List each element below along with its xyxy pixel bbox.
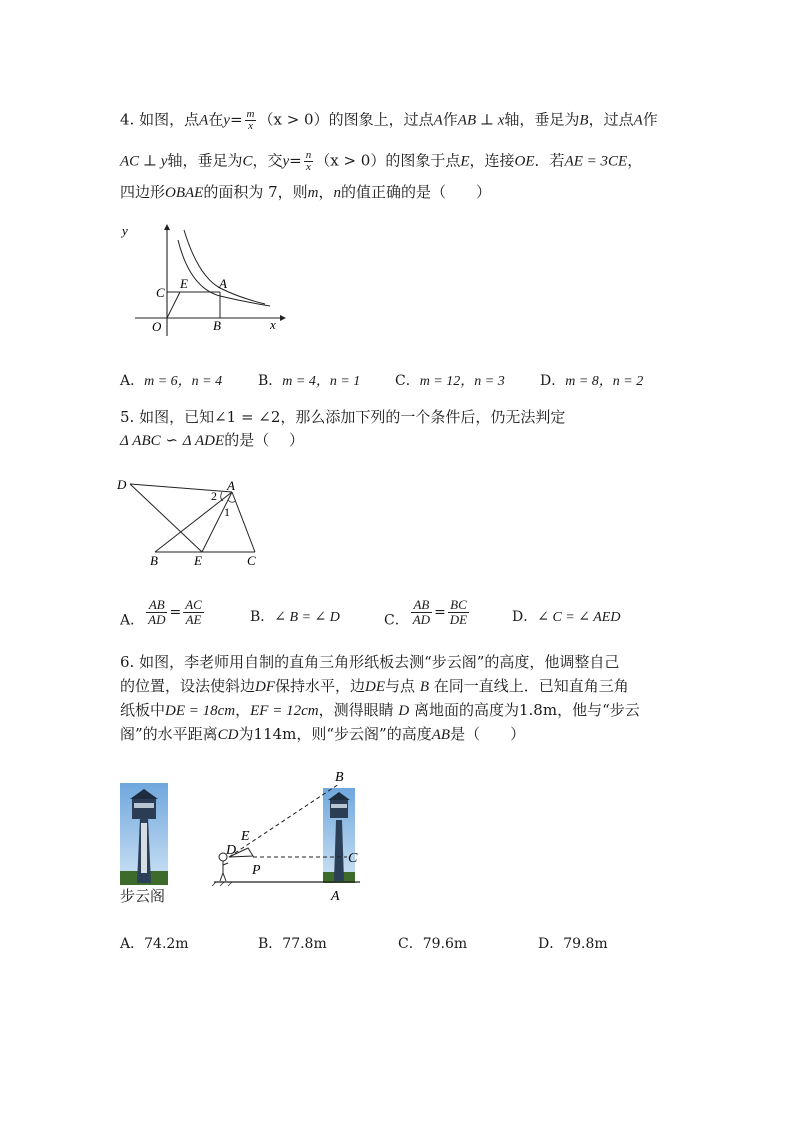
q4-stem-line1: 4. 如图，点A在y= $\frac{m}{x}$ （x > 0）的图象上，过点A作AB ⊥ x轴，垂足为B，过点A作 <box>120 108 658 132</box>
q6-stem-line4: 阁”的水平距离CD为114m，则“步云阁”的高度AB是（ ） <box>120 725 526 743</box>
angle-1-arc <box>228 500 235 502</box>
q4-figure <box>120 218 295 343</box>
segment-OE <box>167 292 180 318</box>
tower-photo <box>120 783 168 885</box>
curve-n-over-x <box>178 240 270 306</box>
q4-option-a[interactable]: A．m = 6，n = 4 <box>120 373 223 389</box>
label-D: D <box>117 477 127 492</box>
q5-figure <box>115 472 265 572</box>
label-B: B <box>213 318 221 333</box>
label-P: P <box>252 863 261 878</box>
q4-option-d[interactable]: D．m = 8，n = 2 <box>540 373 644 389</box>
q6-figure <box>210 768 370 908</box>
sight-line-DB <box>229 784 339 857</box>
segment-AE <box>202 492 232 552</box>
photo-caption: 步云阁 <box>120 887 166 905</box>
q5-option-a[interactable]: A． $\frac{AB}{AD}$ = $\frac{AC}{AE}$ <box>120 597 202 629</box>
label-D: D <box>226 843 237 858</box>
label-E: E <box>194 553 202 568</box>
q6-option-d[interactable]: D．79.8m <box>538 936 608 952</box>
q5-option-b[interactable]: B．∠ B = ∠ D <box>250 609 340 625</box>
segment-AB <box>155 492 232 552</box>
q4-option-c[interactable]: C．m = 12，n = 3 <box>395 373 505 389</box>
segment-AC <box>232 492 255 552</box>
q4-stem-line3: 四边形OBAE的面积为 7，则m，n的值正确的是（ ） <box>120 183 492 201</box>
label-A: A <box>331 889 340 904</box>
label-B: B <box>150 553 158 568</box>
segment-DE <box>130 484 202 552</box>
q5-option-c[interactable]: C． $\frac{AB}{AD}$ = $\frac{BC}{DE}$ <box>384 597 468 629</box>
q6-stem-line3: 纸板中DE = 18cm，EF = 12cm，测得眼睛 D 离地面的高度为1.8m，他与“步云 <box>120 701 640 719</box>
x-axis-arrow <box>280 315 286 321</box>
label-A: A <box>219 276 227 291</box>
q6-stem-line1: 6. 如图，李老师用自制的直角三角形纸板去测“步云阁”的高度，他调整自己 <box>120 653 620 671</box>
q4-option-b[interactable]: B．m = 4，n = 1 <box>258 373 361 389</box>
label-C: C <box>348 851 358 866</box>
label-2: 2 <box>211 489 217 503</box>
q4-stem-line2: AC ⊥ y轴，垂足为C，交y= $\frac{n}{x}$ （x > 0）的图象于点E，连接OE．若AE = 3CE， <box>120 149 643 173</box>
q6-option-c[interactable]: C．79.6m <box>398 936 468 952</box>
label-E: E <box>241 829 250 844</box>
fraction-n-over-x: $\frac{n}{x}$ <box>305 149 312 173</box>
label-E: E <box>180 276 188 291</box>
q6-stem-line2: 的位置，设法使斜边DF保持水平，边DE与点 B 在同一直线上．已知直角三角 <box>120 677 629 695</box>
curve-m-over-x <box>184 230 265 304</box>
q5-option-d[interactable]: D．∠ C = ∠ AED <box>512 609 621 625</box>
q5-stem-line2: Δ ABC ∽ Δ ADE的是（ ） <box>120 431 304 449</box>
label-C: C <box>247 553 256 568</box>
label-1: 1 <box>224 505 230 519</box>
label-O: O <box>152 319 162 334</box>
label-x: x <box>270 317 276 332</box>
q6-option-a[interactable]: A．74.2m <box>120 936 189 952</box>
label-C: C <box>156 285 165 300</box>
label-y: y <box>122 223 128 238</box>
label-B: B <box>335 770 344 785</box>
label-A: A <box>227 478 235 493</box>
q6-option-b[interactable]: B．77.8m <box>258 936 327 952</box>
q5-stem-line1: 5. 如图，已知∠1 = ∠2，那么添加下列的一个条件后，仍无法判定 <box>120 408 566 426</box>
fraction-m-over-x: $\frac{m}{x}$ <box>246 108 255 132</box>
y-axis-arrow <box>164 224 170 230</box>
